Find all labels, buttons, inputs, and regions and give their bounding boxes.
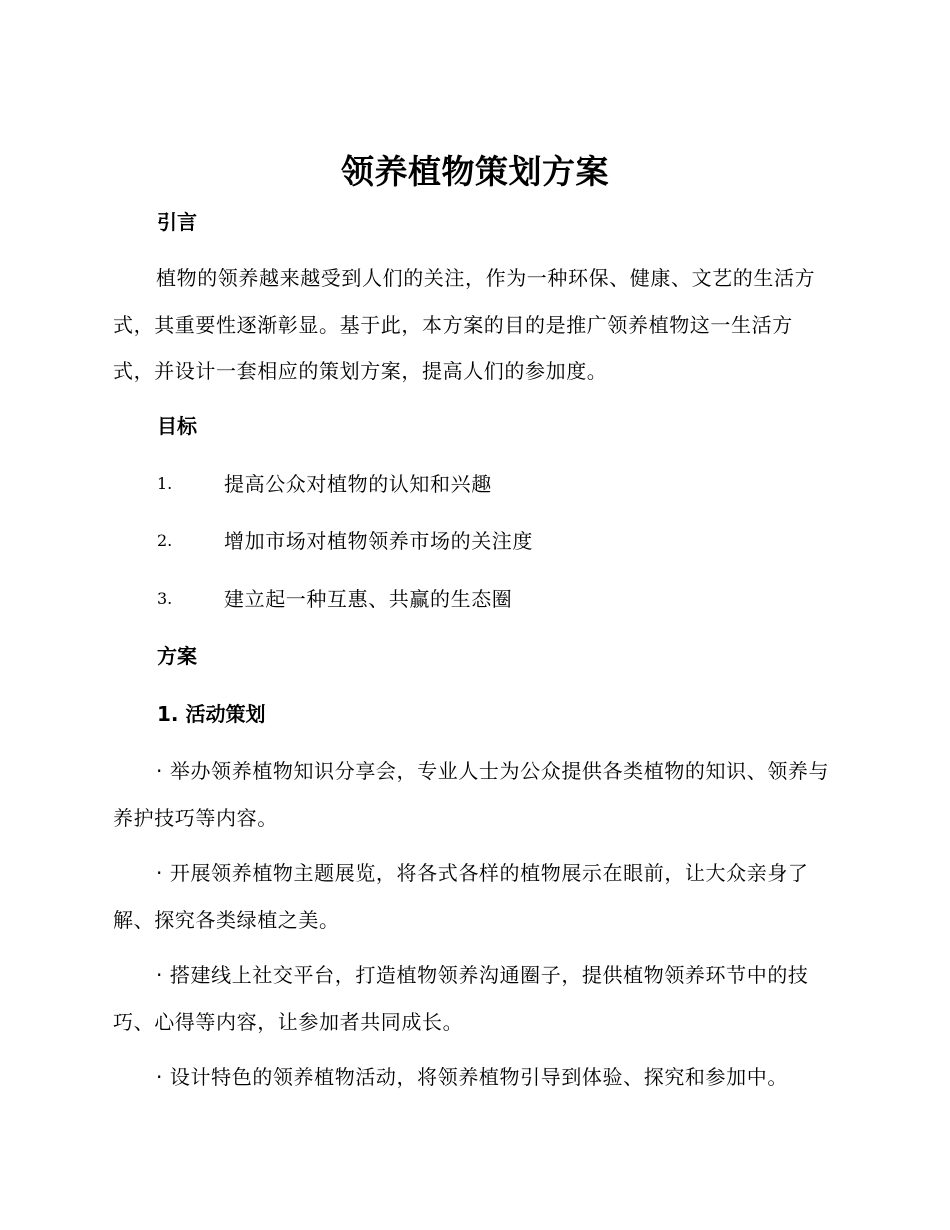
intro-heading: 引言 (157, 210, 197, 234)
goals-heading: 目标 (157, 414, 197, 438)
goal-item-number: 3. (157, 589, 173, 608)
goal-item-number: 2. (157, 531, 173, 550)
goal-item-text: 增加市场对植物领养市场的关注度 (224, 529, 533, 553)
goal-item-number: 1. (157, 474, 173, 493)
plan-bullet-4: · 设计特色的领养植物活动，将领养植物引导到体验、探究和参加中。 (156, 1065, 788, 1089)
plan-bullet-1: · 举办领养植物知识分享会，专业人士为公众提供各类植物的知识、领养与养护技巧等内容。 (113, 759, 830, 830)
goal-item-text: 建立起一种互惠、共赢的生态圈 (224, 587, 513, 611)
plan-bullet-2: · 开展领养植物主题展览，将各式各样的植物展示在眼前，让大众亲身了解、探究各类绿植之美。 (113, 861, 809, 932)
plan-subheading: 1. 活动策划 (157, 702, 266, 726)
document-title: 领养植物策划方案 (341, 152, 609, 191)
intro-paragraph: 植物的领养越来越受到人们的关注，作为一种环保、健康、文艺的生活方式，其重要性逐渐彰显。基于此，本方案的目的是推广领养植物这一生活方式，并设计一套相应的策划方案，提高人们的参加度。 (113, 266, 816, 383)
goal-item-text: 提高公众对植物的认知和兴趣 (224, 472, 492, 496)
plan-heading: 方案 (157, 644, 197, 668)
plan-bullet-3: · 搭建线上社交平台，打造植物领养沟通圈子，提供植物领养环节中的技巧、心得等内容，让参加者共同成长。 (113, 963, 809, 1034)
